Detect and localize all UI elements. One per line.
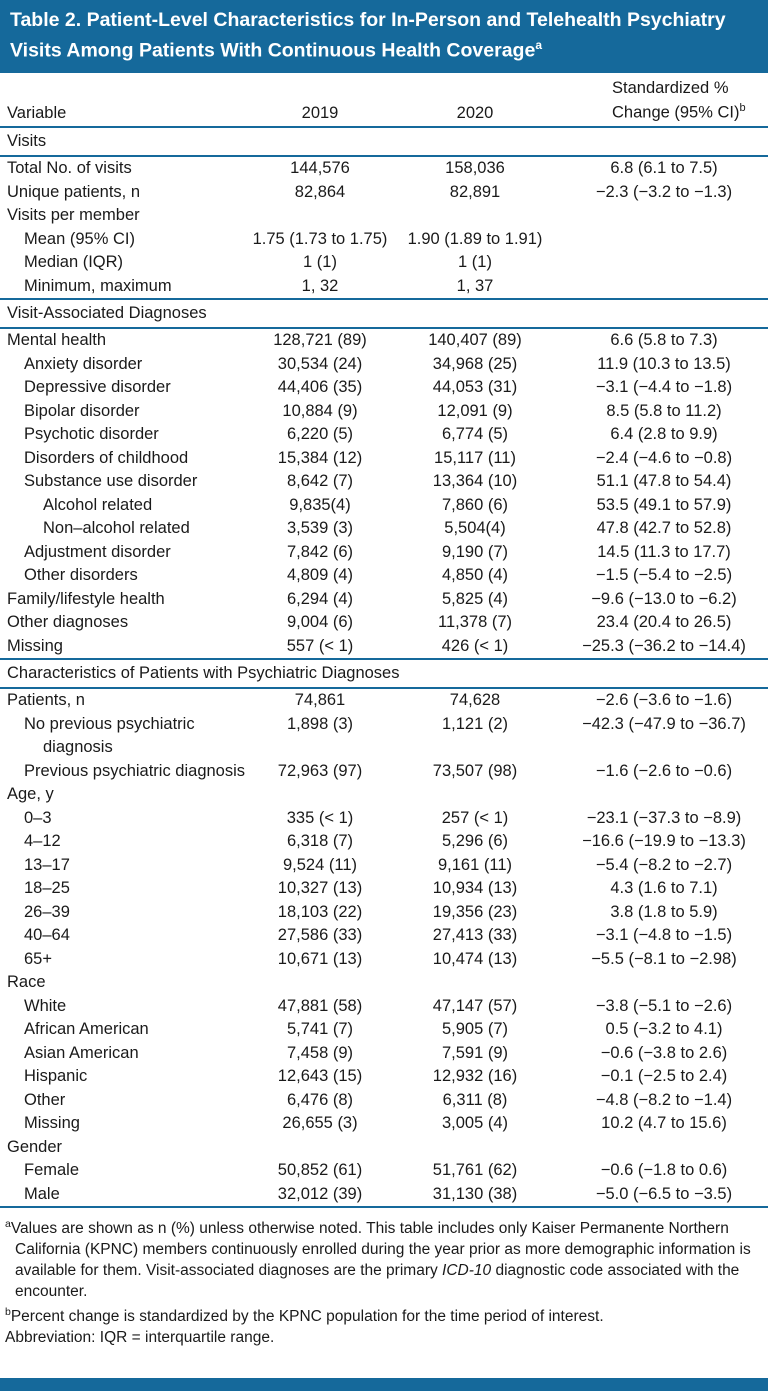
row-label: 4–12 <box>24 832 61 850</box>
column-header-row <box>0 73 768 128</box>
bottom-accent-bar <box>0 1378 768 1391</box>
cell-2019: 6,294 (4) <box>286 589 354 608</box>
cell-2019: 44,406 (35) <box>277 378 363 396</box>
row-label: Missing <box>24 1114 80 1132</box>
cell-2019: 7,458 (9) <box>286 1043 354 1062</box>
cell-2019: 9,524 (11) <box>283 855 357 874</box>
footnote-italic-text: ICD-10 <box>442 1262 492 1280</box>
cell-2019: 557 (< 1) <box>286 636 354 655</box>
row-label: 40–64 <box>24 926 70 944</box>
table-row <box>0 713 768 760</box>
row-label: 65+ <box>24 949 52 968</box>
cell-change: −3.8 (−5.1 to −2.6) <box>595 996 733 1015</box>
cell-change: 3.8 (1.8 to 5.9) <box>610 902 718 921</box>
cell-2020: 15,117 (11) <box>434 448 516 467</box>
cell-2020: 9,190 (7) <box>441 542 509 561</box>
table-row <box>0 517 768 541</box>
cell-2019: 6,476 (8) <box>286 1090 354 1109</box>
section-title: Characteristics of Patients with Psychiatric Diagnoses <box>0 659 768 688</box>
row-label: Other disorders <box>24 566 138 584</box>
cell-2020: 19,356 (23) <box>432 902 518 921</box>
table-row <box>0 423 768 447</box>
row-label: Gender <box>7 1137 63 1156</box>
table-row <box>0 400 768 424</box>
row-label: Missing <box>7 636 63 655</box>
table-row <box>0 181 768 205</box>
cell-2019: 1,898 (3) <box>286 714 354 733</box>
table-row <box>0 204 768 228</box>
row-label: Unique patients, n <box>7 182 141 201</box>
cell-2019 <box>250 971 390 995</box>
table-section <box>0 659 768 1207</box>
cell-change: −4.8 (−8.2 to −1.4) <box>595 1090 733 1109</box>
table-row <box>0 611 768 635</box>
cell-change: 10.2 (4.7 to 15.6) <box>601 1114 727 1132</box>
cell-2019: 30,534 (24) <box>277 354 363 373</box>
cell-2020: 11,378 (7) <box>438 613 512 631</box>
table-row <box>0 901 768 925</box>
table-header <box>0 73 768 128</box>
row-label: Mean (95% CI) <box>24 229 135 248</box>
cell-change: −5.0 (−6.5 to −3.5) <box>595 1184 733 1203</box>
table-row <box>0 760 768 784</box>
table-title-text: Table 2. Patient-Level Characteristics for In-Person and Telehealth Psychiatry Visits Among Patients With Continuous Health Coverage <box>10 9 726 62</box>
cell-2019: 6,220 (5) <box>286 425 354 443</box>
cell-change: −3.1 (−4.4 to −1.8) <box>595 378 733 396</box>
cell-2019: 5,741 (7) <box>286 1020 354 1038</box>
cell-change: 11.9 (10.3 to 13.5) <box>597 354 731 373</box>
row-label: Substance use disorder <box>24 472 198 490</box>
cell-2020: 73,507 (98) <box>432 761 518 780</box>
cell-2019 <box>250 783 390 807</box>
cell-change: 23.4 (20.4 to 26.5) <box>596 613 732 631</box>
table-section <box>0 127 768 299</box>
footnote-marker: b <box>5 1306 11 1319</box>
cell-2020: 51,761 (62) <box>432 1161 518 1179</box>
footnote-text: Percent change is standardized by the KPNC population for the time period of interest. <box>10 1308 604 1326</box>
cell-change: −1.6 (−2.6 to −0.6) <box>595 761 733 780</box>
cell-2020: 31,130 (38) <box>432 1184 518 1203</box>
table-row <box>0 1018 768 1042</box>
row-label: Adjustment disorder <box>24 542 171 561</box>
cell-2019: 32,012 (39) <box>277 1184 363 1203</box>
cell-2020: 47,147 (57) <box>432 996 518 1015</box>
cell-2020: 10,474 (13) <box>432 949 518 968</box>
row-label: Hispanic <box>24 1067 88 1085</box>
cell-2020: 5,905 (7) <box>441 1020 509 1038</box>
cell-change: −16.6 (−19.9 to −13.3) <box>582 832 746 850</box>
cell-2019: 1 (1) <box>303 253 337 271</box>
row-label: White <box>24 996 67 1015</box>
row-label: Race <box>7 973 46 991</box>
cell-change: −3.1 (−4.8 to −1.5) <box>595 926 733 944</box>
cell-2020: 5,504(4) <box>444 519 506 537</box>
cell-change: −1.5 (−5.4 to −2.5) <box>595 566 733 584</box>
cell-2020: 5,825 (4) <box>441 589 509 608</box>
cell-change: 53.5 (49.1 to 57.9) <box>596 495 732 514</box>
cell-2020: 1 (1) <box>458 253 492 271</box>
row-label: Mental health <box>7 331 107 349</box>
table-row <box>0 541 768 565</box>
table-row <box>0 807 768 831</box>
cell-2019: 7,842 (6) <box>286 542 354 561</box>
table-row <box>0 971 768 995</box>
cell-change: −2.3 (−3.2 to −1.3) <box>595 182 733 201</box>
table-row <box>0 376 768 400</box>
cell-change <box>560 204 768 228</box>
row-label: African American <box>24 1020 149 1038</box>
cell-2019: 1, 32 <box>301 276 339 295</box>
table-row <box>0 995 768 1019</box>
cell-2019: 82,864 <box>294 182 346 201</box>
table-row <box>0 1159 768 1183</box>
cell-2020: 6,311 (8) <box>442 1090 508 1109</box>
row-label: 0–3 <box>24 808 52 827</box>
section-title: Visit-Associated Diagnoses <box>0 299 768 328</box>
col-header-change <box>560 73 768 128</box>
row-label: Asian American <box>24 1043 139 1062</box>
col-header-2019: 2019 <box>301 104 339 122</box>
col-header-change-line1: Standardized % <box>612 78 729 97</box>
cell-change: −5.5 (−8.1 to −2.98) <box>591 949 737 968</box>
row-label: Minimum, maximum <box>24 276 172 295</box>
cell-change: 8.5 (5.8 to 11.2) <box>606 401 722 420</box>
cell-2019 <box>250 204 390 228</box>
footnote-text: diagnostic code associated with the encounter. <box>15 1262 740 1301</box>
cell-2020: 82,891 <box>449 182 501 201</box>
footnote-ref-b: b <box>739 102 746 114</box>
table-row <box>0 1183 768 1208</box>
cell-2020: 426 (< 1) <box>441 636 509 655</box>
table-row <box>0 251 768 275</box>
footnote-ref-a: a <box>535 38 542 52</box>
cell-2019: 9,835(4) <box>289 495 351 514</box>
row-label: Age, y <box>7 785 54 803</box>
row-label: Family/lifestyle health <box>7 589 165 608</box>
row-label: Male <box>24 1184 60 1203</box>
row-label: No previous psychiatric diagnosis <box>24 714 195 756</box>
cell-change <box>560 251 768 275</box>
table-row <box>0 854 768 878</box>
cell-change <box>560 228 768 252</box>
cell-2019: 18,103 (22) <box>277 902 363 921</box>
cell-change <box>560 971 768 995</box>
cell-2019 <box>250 1136 390 1160</box>
characteristics-table <box>0 73 768 1209</box>
col-header-change-line2 <box>612 98 768 123</box>
table-row <box>0 275 768 300</box>
footnote <box>5 1327 760 1348</box>
table-row <box>0 588 768 612</box>
row-label: Anxiety disorder <box>24 354 143 373</box>
cell-2019: 12,643 (15) <box>277 1067 363 1085</box>
cell-change: −2.4 (−4.6 to −0.8) <box>595 448 733 467</box>
cell-change: −0.1 (−2.5 to 2.4) <box>600 1067 728 1085</box>
table-row <box>0 948 768 972</box>
table-section <box>0 299 768 659</box>
cell-2019: 10,884 (9) <box>282 401 358 420</box>
cell-2020: 1, 37 <box>456 276 494 295</box>
cell-change: −9.6 (−13.0 to −6.2) <box>591 589 737 608</box>
col-header-variable: Variable <box>7 104 67 122</box>
section-header-row <box>0 299 768 328</box>
section-header-row <box>0 127 768 156</box>
col-header-change-text: Change (95% CI) <box>612 103 740 122</box>
section-title: Visits <box>0 127 768 156</box>
row-label: Other diagnoses <box>7 613 129 631</box>
cell-2020: 27,413 (33) <box>432 926 518 944</box>
row-label: Alcohol related <box>43 495 153 514</box>
cell-2019: 10,671 (13) <box>277 949 363 968</box>
table-row <box>0 228 768 252</box>
footnote-text: Abbreviation: IQR = interquartile range. <box>5 1329 275 1347</box>
table-row <box>0 924 768 948</box>
cell-change: 51.1 (47.8 to 54.4) <box>596 472 732 490</box>
cell-2020 <box>390 204 560 228</box>
cell-2019: 8,642 (7) <box>286 472 354 490</box>
cell-2020: 6,774 (5) <box>441 425 509 443</box>
footnote <box>5 1302 760 1327</box>
cell-2020: 13,364 (10) <box>432 472 518 490</box>
row-label: 18–25 <box>24 879 70 897</box>
cell-change: 47.8 (42.7 to 52.8) <box>596 519 732 537</box>
cell-2020: 257 (< 1) <box>441 808 509 827</box>
cell-2019: 9,004 (6) <box>286 613 354 631</box>
footnote-marker: a <box>5 1218 11 1230</box>
cell-2020: 7,591 (9) <box>441 1043 509 1062</box>
table-row <box>0 688 768 713</box>
cell-2019: 6,318 (7) <box>286 832 354 850</box>
table-row <box>0 877 768 901</box>
cell-2019: 47,881 (58) <box>277 996 363 1015</box>
cell-2020: 10,934 (13) <box>432 879 518 897</box>
cell-change: −0.6 (−3.8 to 2.6) <box>600 1043 728 1062</box>
table-row <box>0 635 768 660</box>
cell-2020: 7,860 (6) <box>441 495 509 514</box>
row-label: Non–alcohol related <box>43 519 190 537</box>
cell-change: 14.5 (11.3 to 17.7) <box>597 542 731 561</box>
row-label: Visits per member <box>7 206 140 224</box>
row-label: Patients, n <box>7 691 85 709</box>
row-label: Depressive disorder <box>24 378 171 396</box>
cell-change: −25.3 (−36.2 to −14.4) <box>582 636 746 655</box>
cell-2019: 74,861 <box>294 691 346 709</box>
table-row <box>0 564 768 588</box>
table-row <box>0 156 768 181</box>
row-label: Previous psychiatric diagnosis <box>24 761 246 780</box>
cell-change: −0.6 (−1.8 to 0.6) <box>600 1161 728 1179</box>
table-row <box>0 328 768 353</box>
cell-2020: 3,005 (4) <box>441 1114 509 1132</box>
row-label: 26–39 <box>24 902 70 921</box>
table-row <box>0 1136 768 1160</box>
cell-2020: 1.90 (1.89 to 1.91) <box>407 229 543 248</box>
cell-change: −5.4 (−8.2 to −2.7) <box>595 855 733 874</box>
cell-change <box>560 783 768 807</box>
footnotes <box>0 1208 768 1378</box>
col-header-2020: 2020 <box>456 104 494 122</box>
row-label: Median (IQR) <box>24 253 124 271</box>
cell-change: −2.6 (−3.6 to −1.6) <box>595 691 733 709</box>
row-label: Bipolar disorder <box>24 401 140 420</box>
table-row <box>0 830 768 854</box>
table-row <box>0 1112 768 1136</box>
cell-change: 0.5 (−3.2 to 4.1) <box>605 1020 723 1038</box>
cell-2019: 4,809 (4) <box>286 566 354 584</box>
cell-2019: 128,721 (89) <box>273 331 367 349</box>
footnote-text: Values are shown as n (%) unless otherwise noted. This table includes only Kaiser Permanente Northern California (KPNC) members continuously enrolled during the year prior as more demographic information is available for them. Visit-associated diagnoses are the primary <box>10 1220 751 1280</box>
cell-change: 6.4 (2.8 to 9.9) <box>610 425 718 443</box>
cell-2020: 5,296 (6) <box>441 832 509 850</box>
row-label: 13–17 <box>24 855 70 874</box>
cell-2020 <box>390 1136 560 1160</box>
cell-2020: 9,161 (11) <box>438 855 512 874</box>
cell-2019: 3,539 (3) <box>286 519 354 537</box>
cell-2020: 1,121 (2) <box>441 714 509 733</box>
cell-2020 <box>390 971 560 995</box>
cell-2019: 50,852 (61) <box>277 1161 363 1179</box>
row-label: Total No. of visits <box>7 159 132 177</box>
table-title <box>0 0 768 73</box>
cell-2020: 140,407 (89) <box>428 331 522 349</box>
cell-change: 6.8 (6.1 to 7.5) <box>610 159 718 177</box>
cell-2020: 44,053 (31) <box>432 378 518 396</box>
cell-2019: 27,586 (33) <box>277 926 363 944</box>
cell-2020: 12,932 (16) <box>432 1067 518 1085</box>
row-label: Disorders of childhood <box>24 448 189 467</box>
table-row <box>0 470 768 494</box>
table-row <box>0 1042 768 1066</box>
cell-2020: 12,091 (9) <box>437 401 513 420</box>
cell-2019: 26,655 (3) <box>282 1114 358 1132</box>
table-row <box>0 353 768 377</box>
table-row <box>0 494 768 518</box>
table-row <box>0 1065 768 1089</box>
cell-2020: 4,850 (4) <box>441 566 509 584</box>
table-row <box>0 1089 768 1113</box>
row-label: Female <box>24 1161 80 1179</box>
cell-2020: 34,968 (25) <box>432 354 518 373</box>
cell-2019: 15,384 (12) <box>277 448 363 467</box>
cell-2019: 1.75 (1.73 to 1.75) <box>252 229 388 248</box>
cell-2019: 335 (< 1) <box>286 808 354 827</box>
cell-change <box>560 275 768 300</box>
cell-change: −23.1 (−37.3 to −8.9) <box>586 808 742 827</box>
section-header-row <box>0 659 768 688</box>
cell-change <box>560 1136 768 1160</box>
cell-change: −42.3 (−47.9 to −36.7) <box>582 714 746 733</box>
cell-2020 <box>390 783 560 807</box>
cell-2019: 144,576 <box>290 159 350 177</box>
cell-change: 4.3 (1.6 to 7.1) <box>610 879 718 897</box>
row-label: Psychotic disorder <box>24 425 159 443</box>
row-label: Other <box>24 1090 66 1109</box>
cell-2020: 158,036 <box>445 159 505 177</box>
cell-2020: 74,628 <box>449 691 501 709</box>
cell-2019: 10,327 (13) <box>277 879 363 897</box>
cell-2019: 72,963 (97) <box>277 761 363 780</box>
footnote <box>5 1214 760 1302</box>
table-row <box>0 783 768 807</box>
cell-change: 6.6 (5.8 to 7.3) <box>610 331 718 349</box>
table-row <box>0 447 768 471</box>
